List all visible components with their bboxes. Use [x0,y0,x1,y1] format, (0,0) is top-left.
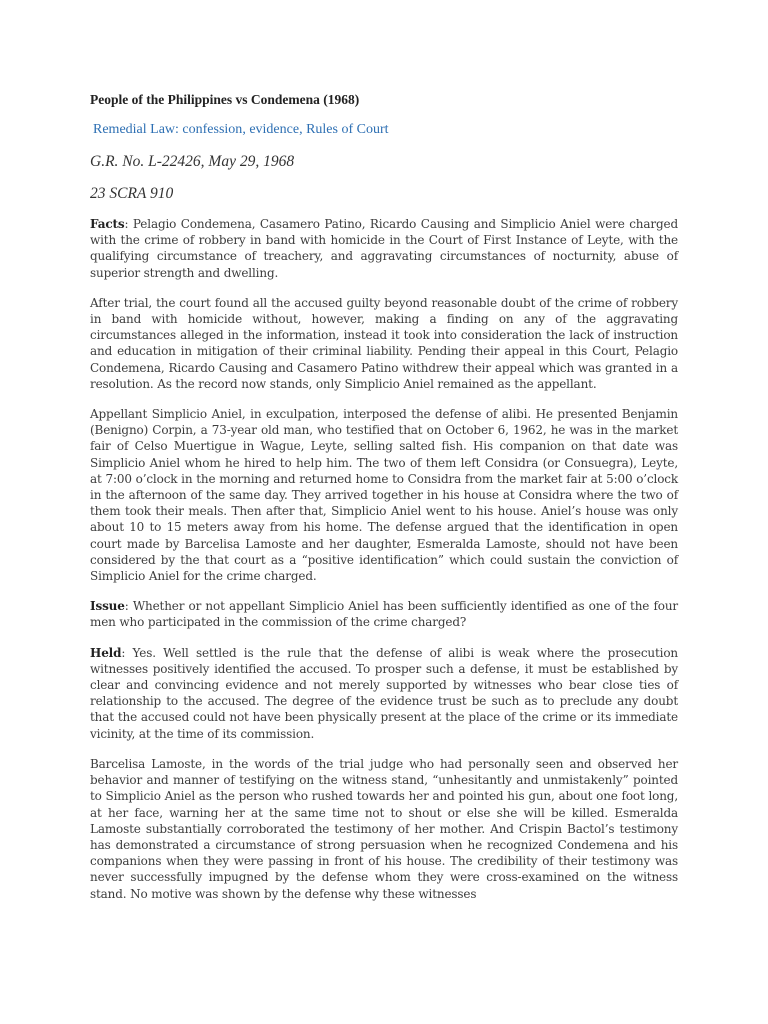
facts-text: : Pelagio Condemena, Casamero Patino, Ricardo Causing and Simplicio Aniel were charged with the crime of robbery in band with homicide in the Court of First Instance of Leyte, with the qualifying circumstance of treachery, and aggravating circumstances of nocturnity, abuse of superior strength and dwelling. [90,217,678,280]
citation-gr-number: G.R. No. L-22426, May 29, 1968 [90,153,295,170]
alibi-paragraph: Appellant Simplicio Aniel, in exculpation, interposed the defense of alibi. He presented Benjamin (Benigno) Corpin, a 73-year old man, who testified that on October 6, 1962, he was in the market fair of Celso Muertigue in Wague, Leyte, selling salted fish. His companion on that date was Simplicio Aniel whom he hired to help him. The two of them left Considra (or Consuegra), Leyte, at 7:00 o’clock in the morning and returned home to Considra from the market fair at 5:00 o’clock in the afternoon of the same day. They arrived together in his house at Considra where the two of them took their meals. Then after that, Simplicio Aniel went to his house. Aniel’s house was only about 10 to 15 meters away from his home. The defense argued that the identification in open court made by Barcelisa Lamoste and her daughter, Esmeralda Lamoste, should not have been considered by the that court as a “positive identification” which could sustain the conviction of Simplicio Aniel for the crime charged. [90,407,678,584]
facts-paragraph [90,216,678,281]
issue-label: Issue [90,599,125,614]
held-paragraph [90,645,678,742]
document-page [90,90,678,916]
issue-text: : Whether or not appellant Simplicio Aniel has been sufficiently identified as one of the four men who participated in the commission of the crime charged? [90,599,678,630]
tag-colon: : [175,122,179,137]
tag-line: Remedial Law: confession, evidence, Rules of Court [93,122,389,137]
barcelisa-paragraph: Barcelisa Lamoste, in the words of the trial judge who had personally seen and observed her behavior and manner of testifying on the witness stand, “unhesitantly and unmistakenly” pointed to Simplicio Aniel as the person who rushed towards her and pointed his gun, about one foot long, at her face, warning her at the same time not to shout or else she will be killed. Esmeralda Lamoste substantially corroborated the testimony of her mother. And Crispin Bactol’s testimony has demonstrated a circumstance of strong persuasion when he recognized Condemena and his companions when they were passing in front of his house. The credibility of their testimony was never successfully impugned by the defense whom they were cross-examined on the witness stand. No motive was shown by the defense why these witnesses [90,756,678,901]
tag-evidence[interactable]: evidence [249,122,300,137]
tag-remedial-law[interactable]: Remedial Law [93,122,176,137]
held-text: : Yes. Well settled is the rule that the defense of alibi is weak where the prosecution witnesses positively identified the accused. To prosper such a defense, it must be established by clear and convincing evidence and not merely supported by witnesses who bear close ties of relationship to the accused. The degree of the evidence trust be such as to preclude any doubt that the accused could not have been physically present at the place of the crime or its immediate vicinity, at the time of its commission. [90,645,678,741]
document-title: People of the Philippines vs Condemena (1968) [90,92,360,107]
issue-paragraph [90,598,678,630]
citation-scra: 23 SCRA 910 [90,185,174,202]
tag-confession[interactable]: confession [182,122,243,137]
tag-rules-of-court[interactable]: Rules of Court [306,122,389,137]
held-label: Held [90,645,122,660]
facts-label: Facts [90,217,125,231]
trial-paragraph: After trial, the court found all the accused guilty beyond reasonable doubt of the crime of robbery in band with homicide without, however, making a finding on any of the aggravating circumstances alleged in the information, instead it took into consideration the lack of instruction and education in mitigation of their criminal liability. Pending their appeal in this Court, Pelagio Condemena, Ricardo Causing and Casamero Patino withdrew their appeal which was granted in a resolution. As the record now stands, only Simplicio Aniel remained as the appellant. [90,295,678,391]
